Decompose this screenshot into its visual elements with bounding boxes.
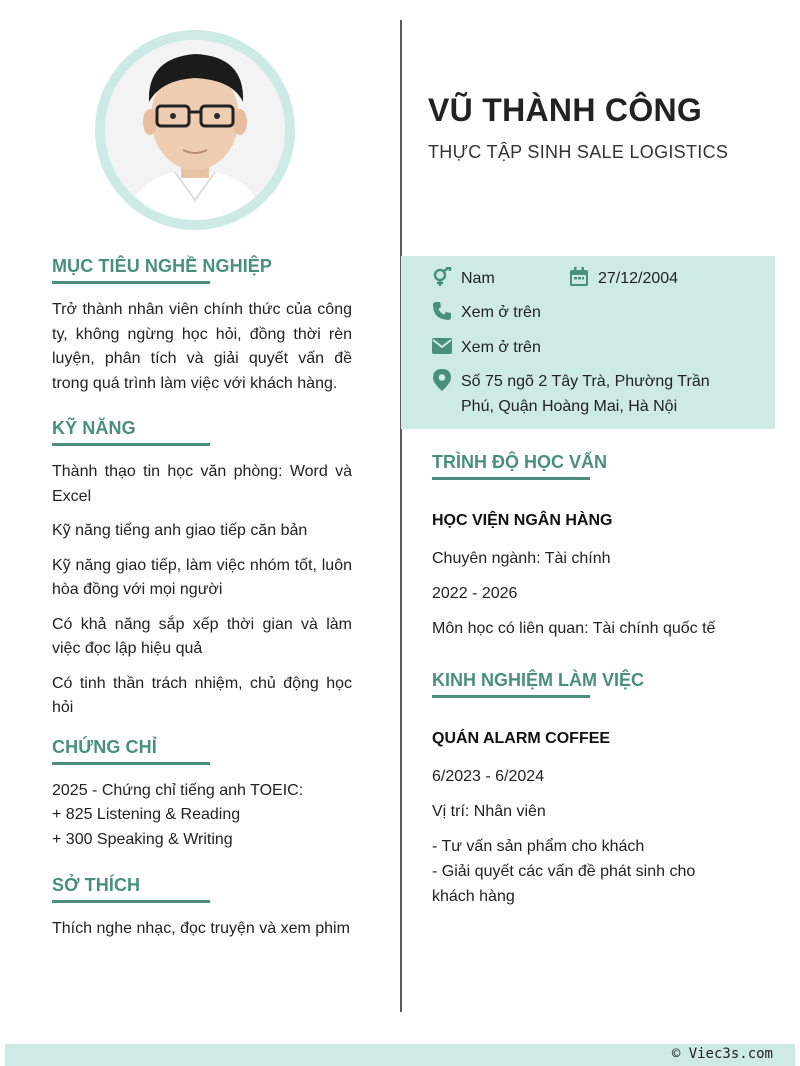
hobbies-text: Thích nghe nhạc, đọc truyện và xem phim [52,920,350,937]
objective-underline [52,281,210,284]
experience-title: KINH NGHIỆM LÀM VIỆC [432,670,645,690]
experience-position: Vị trí: Nhân viên [432,803,546,820]
calendar-icon [568,266,590,288]
gender-row [431,266,495,291]
location-pin-icon [431,369,453,391]
phone-value: Xem ở trên [461,304,541,321]
certificate-line: + 825 Listening & Reading [52,806,241,823]
birthdate-value: 27/12/2004 [598,270,679,287]
skill-item: Thành thạo tin học văn phòng: Word và Excel [52,463,352,505]
avatar-portrait-image [105,40,285,220]
hobbies-section [52,875,352,942]
education-section [432,452,762,641]
candidate-role: THỰC TẬP SINH SALE LOGISTICS [428,142,729,162]
gender-value: Nam [461,270,495,287]
hobbies-title: SỞ THÍCH [52,875,141,895]
hobbies-underline [52,900,210,903]
skills-section [52,418,352,721]
experience-section [432,670,762,909]
gender-icon [431,266,453,288]
education-major: Chuyên ngành: Tài chính [432,550,611,567]
left-column [52,256,352,942]
skill-item: Kỹ năng tiếng anh giao tiếp căn bản [52,522,308,539]
skills-title: KỸ NĂNG [52,418,136,438]
education-courses: Môn học có liên quan: Tài chính quốc tế [432,620,716,637]
objective-title: MỤC TIÊU NGHỀ NGHIỆP [52,256,273,276]
email-value: Xem ở trên [461,339,541,356]
certificate-line: + 300 Speaking & Writing [52,830,233,848]
avatar [105,40,285,220]
footer-copyright: © Viec3s.com [671,1046,773,1062]
skill-item: Kỹ năng giao tiếp, làm việc nhóm tốt, luôn hòa đồng với mọi người [52,556,352,598]
certificates-title: CHỨNG CHỈ [52,736,157,757]
education-years: 2022 - 2026 [432,585,518,602]
phone-icon [431,300,453,322]
skill-item: Có khả năng sắp xếp thời gian và làm việc đọc lập hiệu quả [52,615,352,657]
objective-text: Trở thành nhân viên chính thức của công ty, không ngừng học hỏi, đồng thời rèn luyện, phân tích và giải quyết vấn đề trong quá trình làm việc với khách hàng. [52,301,352,392]
address-row [431,369,731,419]
contact-panel [401,256,775,429]
avatar-frame [95,30,295,230]
objective-section [52,256,352,396]
skill-item: Có tinh thần trách nhiệm, chủ động học hỏi [52,674,352,716]
certificates-section [52,737,352,853]
experience-period: 6/2023 - 6/2024 [432,768,545,785]
education-title: TRÌNH ĐỘ HỌC VẤN [432,452,607,472]
experience-duty: - Tư vấn sản phẩm cho khách [432,838,645,855]
footer-bar [5,1044,795,1066]
certificate-line: 2025 - Chứng chỉ tiếng anh TOEIC: [52,781,304,799]
email-icon [431,335,453,357]
address-value: Số 75 ngõ 2 Tây Trà, Phường Trần Phú, Quận Hoàng Mai, Hà Nội [461,373,710,415]
school-name: HỌC VIỆN NGÂN HÀNG [432,512,613,529]
experience-underline [432,695,590,698]
column-divider [400,20,402,1012]
experience-duty: - Giải quyết các vấn đề phát sinh cho khách hàng [432,863,696,905]
company-name: QUÁN ALARM COFFEE [432,730,611,747]
phone-row [431,300,541,325]
education-underline [432,477,590,480]
birthdate-row [568,266,678,291]
skills-underline [52,443,210,446]
email-row [431,335,541,360]
certificates-underline [52,762,210,765]
candidate-name: VŨ THÀNH CÔNG [428,92,703,128]
